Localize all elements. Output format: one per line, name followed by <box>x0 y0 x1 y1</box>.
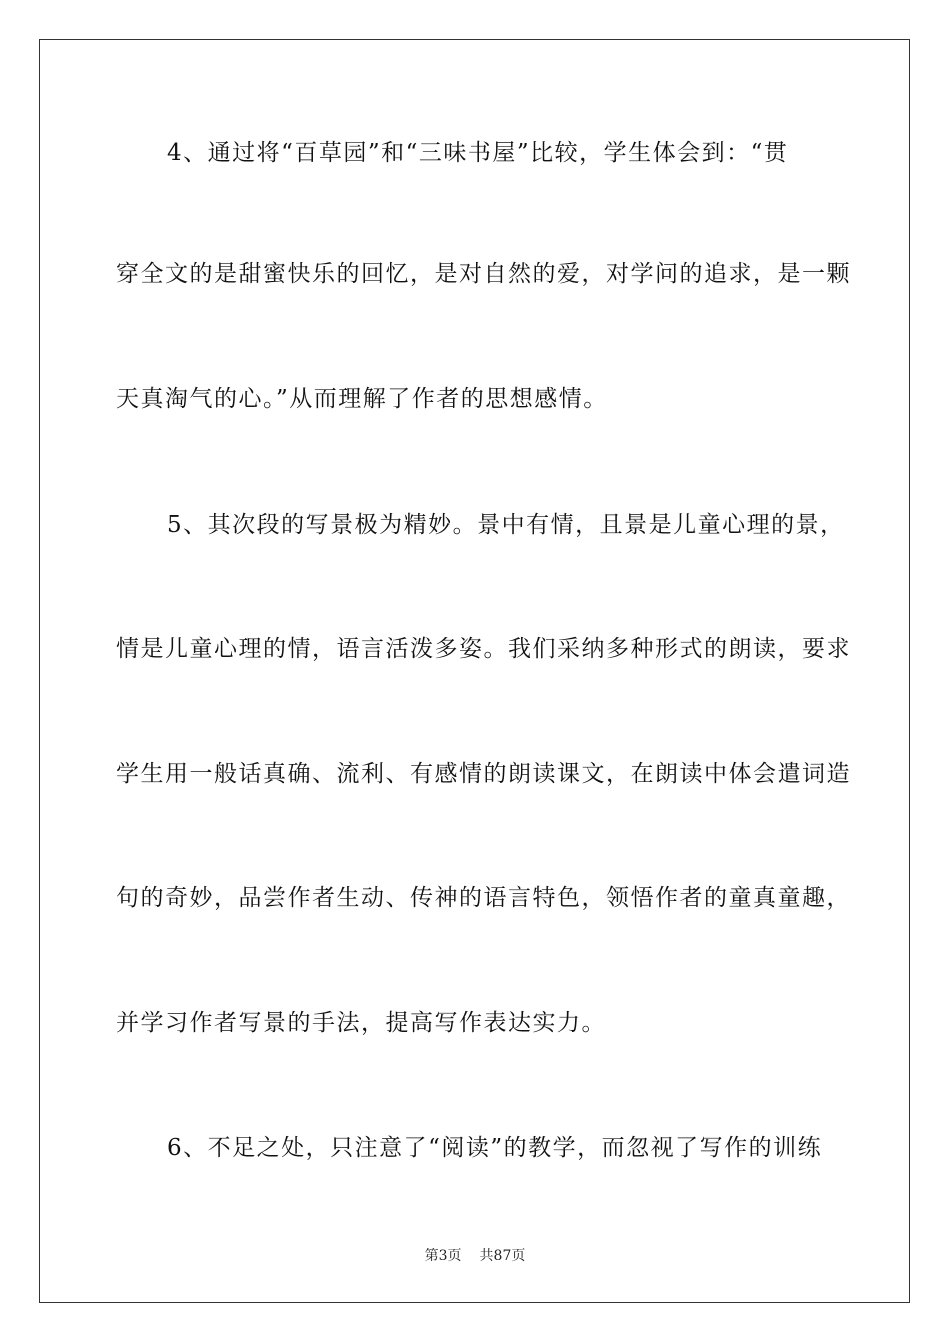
page-footer <box>0 1247 950 1265</box>
paragraph-5-line-5: 并学习作者写景的手法，提高写作表达实力。 <box>116 1010 606 1036</box>
paragraph-4-line-3: 天真淘气的心。”从而理解了作者的思想感情。 <box>116 386 608 412</box>
paragraph-5-line-3: 学生用一般话真确、流利、有感情的朗读课文，在朗读中体会遣词造 <box>116 761 851 787</box>
paragraph-6-line-1: 6、不足之处，只注意了“阅读”的教学，而忽视了写作的训练 <box>167 1135 823 1161</box>
paragraph-4-line-2: 穿全文的是甜蜜快乐的回忆，是对自然的爱，对学问的追求，是一颗 <box>116 261 851 287</box>
paragraph-5-line-1: 5、其次段的写景极为精妙。景中有情，且景是儿童心理的景， <box>167 512 845 538</box>
page-border <box>39 39 910 1303</box>
paragraph-5-line-4: 句的奇妙，品尝作者生动、传神的语言特色，领悟作者的童真童趣， <box>116 885 851 911</box>
page-number: 第3页 <box>424 1248 462 1264</box>
page-total: 共87页 <box>479 1248 526 1264</box>
paragraph-4-line-1: 4、通过将“百草园”和“三味书屋”比较，学生体会到：“贯 <box>167 140 789 166</box>
paragraph-5-line-2: 情是儿童心理的情，语言活泼多姿。我们采纳多种形式的朗读，要求 <box>116 636 851 662</box>
